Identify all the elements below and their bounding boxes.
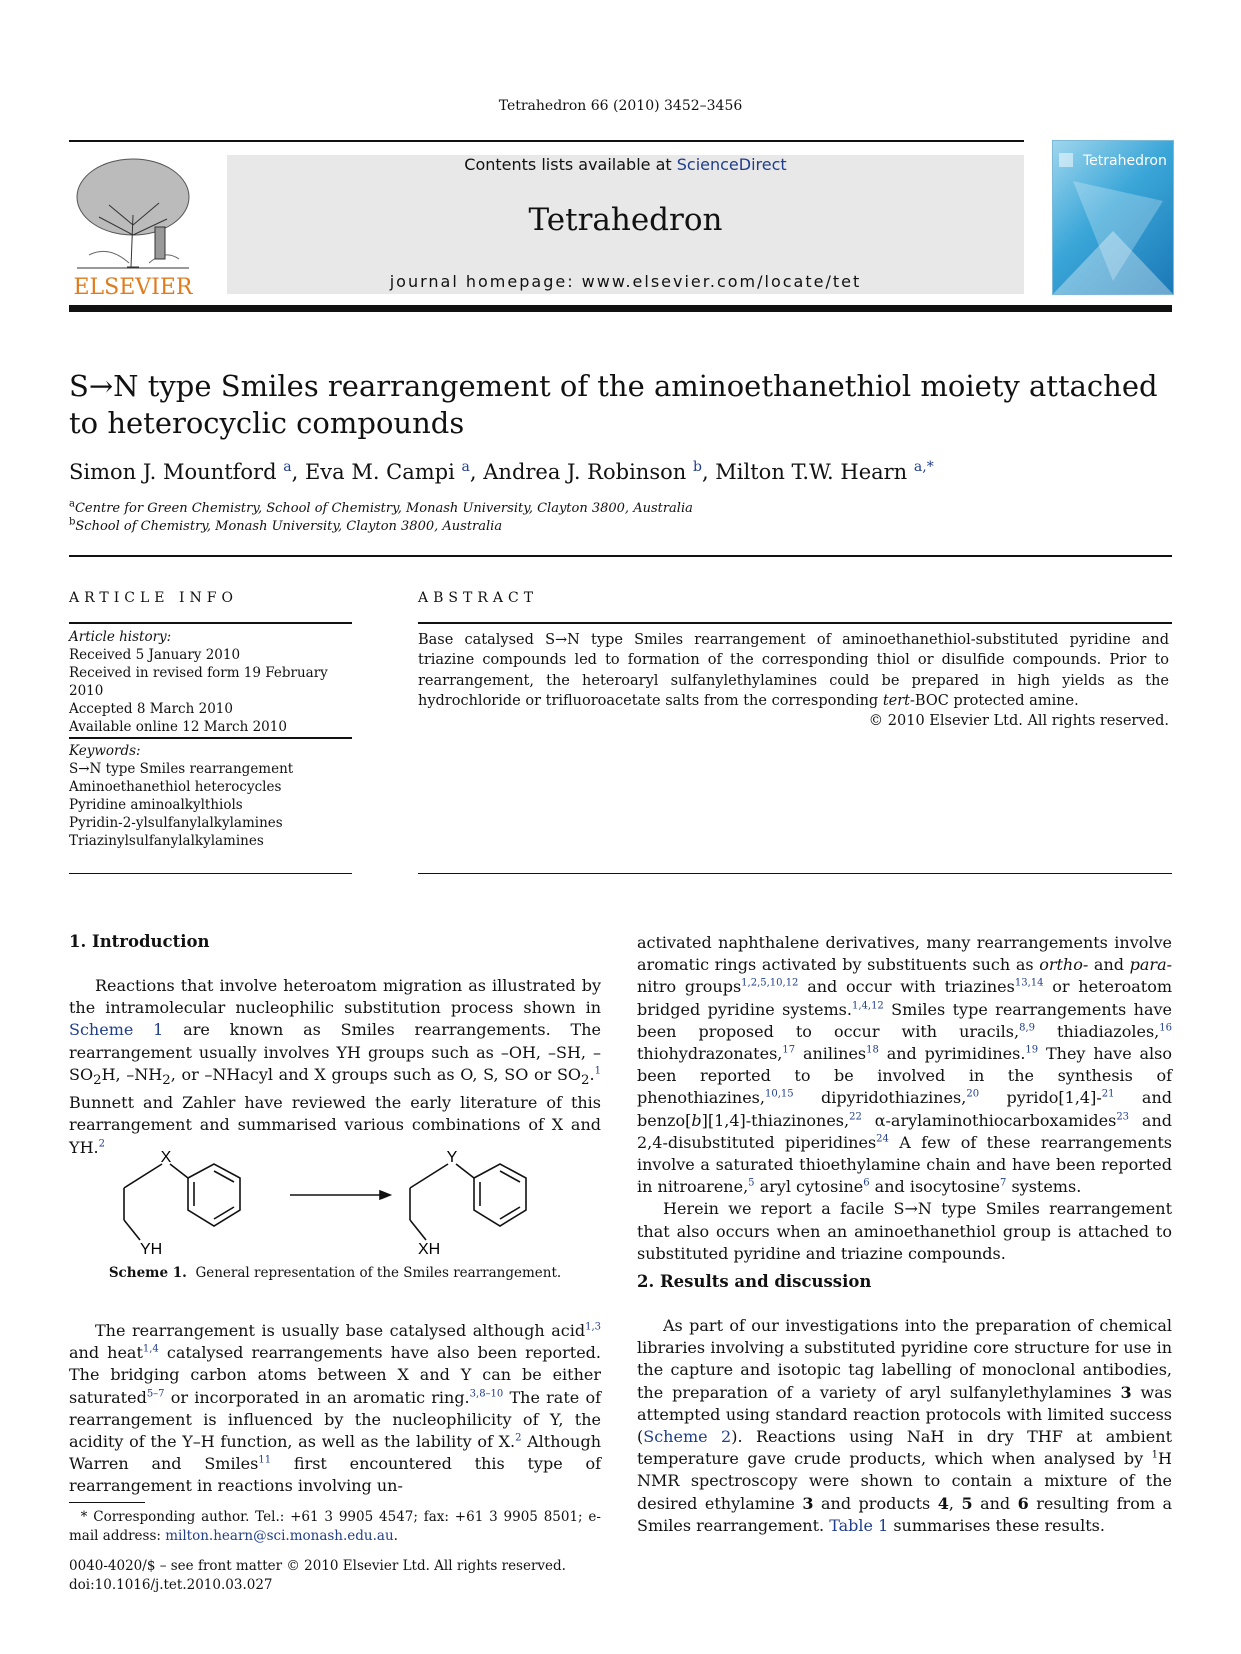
introduction-para-3: activated naphthalene derivatives, many rearrangements involve aromatic rings activated by substituents such as ortho- and para-nitro groups$^{1,2,5,10,12}$ and occur with triazines$^{13,14}$ or heteroatom bridged pyridine systems.$^{1,4,12}$ Smiles type rearrangements have been proposed to occur with uracils,$^{8,9}$ thiadiazoles,$^{16}$ thiohydrazonates,$^{17}$ anilines$^{18}$ and pyrimidines.$^{19}$ They have also been reported to be involved in the synthesis of phenothiazines,$^{10,15}$ dipyridothiazines,$^{20}$ pyrido[1,4]-$^{21}$ and benzo[b][1,4]-thiazinones,$^{22}$ α-arylaminothiocarboxamides$^{23}$ and 2,4-disubstituted piperidines$^{24}$ A few of these rearrangements involve a saturated thioethylamine chain and have been reported in nitroarene,$^5$ aryl cytosine$^6$ and isocytosine$^7$ systems. Herein we report a facile S→N type Smiles rearrangement that also occurs when an aminoethanethiol group is attached to substituted pyridine and triazine compounds. [637,933,1173,1263]
footnote-rule [69,1502,145,1503]
article-info-rule [69,622,352,624]
author-email-link[interactable]: milton.hearn@sci.monash.edu.au [165,1528,394,1544]
scheme-1-link[interactable]: Scheme 1 [69,1020,164,1040]
keyword-item: Aminoethanethiol heterocycles [69,779,282,795]
keyword-item: S→N type Smiles rearrangement [69,761,294,777]
sciencedirect-link[interactable]: ScienceDirect [676,155,787,174]
scheme-label-y: Y [446,1149,458,1166]
scheme-label-yh: YH [140,1241,163,1258]
issn-line: 0040-4020/$ – see front matter © 2010 Elsevier Ltd. All rights reserved. [69,1558,566,1574]
affiliation-a: $^a$Centre for Green Chemistry, School of Chemistry, Monash University, Clayton 3800, Australia [69,498,693,516]
journal-banner [227,155,1024,294]
scheme-1-figure [110,1148,570,1258]
abstract-rule [418,622,1172,624]
author-affiliation-mark[interactable]: b [692,459,702,475]
running-head: Tetrahedron 66 (2010) 3452–3456 [498,98,743,114]
history-item: Accepted 8 March 2010 [69,701,233,717]
article-info-heading: ARTICLE INFO [69,590,238,606]
introduction-para-2: The rearrangement is usually base catalysed although acid$^{1,3}$ and heat$^{1,4}$ catalysed rearrangements have also been reported. The bridging carbon atoms between X and Y can be either saturated$^{5-7}$ or incorporated in an aromatic ring.$^{3,8-10}$ The rate of rearrangement is influenced by the nucleophilicity of Y, the acidity of the Y–H function, as well as the lability of X.$^2$ Although Warren and Smiles$^{11}$ first encountered this type of rearrangement in reactions involving un- [69,1321,602,1496]
section-heading-results: 2. Results and discussion [637,1272,872,1291]
introduction-para-1: Reactions that involve heteroatom migration as illustrated by the intramolecular nucleophilic substitution process shown in Scheme 1 are known as Smiles rearrangements. The rearrangement usually involves YH groups such as –OH, –SH, $-SO_2H$, $-NH_2$, or –NHacyl and X groups such as O, S, SO or $SO_2.^1$ Bunnett and Zahler have reviewed the early literature of this rearrangement and summarised various combinations of X and YH.$^2$ [69,976,601,1157]
corresponding-author-footnote: * Corresponding author. Tel.: +61 3 9905 4547; fax: +61 3 9905 8501; e-mail address: milton.hearn@sci.monash.edu.au. [69,1509,601,1544]
cover-pattern-icon [1053,141,1173,294]
cover-title: Tetrahedron [1083,153,1167,169]
elsevier-tree-icon [69,155,197,273]
table-1-link[interactable]: Table 1 [829,1515,889,1535]
author-affiliation-mark[interactable]: a,* [913,459,934,475]
elsevier-logo [69,155,197,300]
history-item: Received 5 January 2010 [69,647,241,663]
author-list: Simon J. Mountford $^a$, Eva M. Campi $^a$, Andrea J. Robinson $^b$, Milton T.W. Hearn $^{a,*}$ [69,459,934,484]
keyword-item: Pyridine aminoalkylthiols [69,797,243,813]
header-bottom-rule [69,305,1172,312]
contents-line: Contents lists available at ScienceDirect [464,155,787,174]
smiles-rearrangement-scheme [110,1148,570,1258]
history-item: Received in revised form 19 February 2010 [69,665,328,699]
keyword-item: Pyridin-2-ylsulfanylalkylamines [69,815,283,831]
author-affiliation-mark[interactable]: a [283,459,292,475]
scheme-2-link[interactable]: Scheme 2 [643,1427,732,1447]
abstract-copyright: © 2010 Elsevier Ltd. All rights reserved. [868,713,1169,730]
scheme-1-caption: Scheme 1. General representation of the Smiles rearrangement. [108,1265,562,1281]
abstract-text: Base catalysed S→N type Smiles rearrangement of aminoethanethiol-substituted pyridine and triazine compounds led to formation of the corresponding thiol or disulfide compounds. Prior to rearrangement, the heteroaryl sulfanylethylamines could be prepared in high yields as the hydrochloride or trifluoroacetate salts from the corresponding tert-BOC protected amine. © 2010 Elsevier Ltd. All rights reserved. [418,630,1169,731]
affiliation-b: $^b$School of Chemistry, Monash University, Clayton 3800, Australia [69,516,503,534]
scheme-label-xh: XH [418,1241,441,1258]
article-history: Article history: Received 5 January 2010 Received in revised form 19 February 2010 Accepted 8 March 2010 Available online 12 March 2010 [69,628,352,736]
doi-link[interactable]: doi:10.1016/j.tet.2010.03.027 [69,1577,273,1593]
journal-title: Tetrahedron [528,202,723,238]
journal-homepage-link[interactable]: journal homepage: www.elsevier.com/locate/tet [389,272,862,291]
header-top-rule [69,140,1024,142]
history-item: Available online 12 March 2010 [69,719,287,735]
article-title: S→N type Smiles rearrangement of the aminoethanethiol moiety attached to heterocyclic compounds [69,369,1158,440]
author-name: Simon J. Mountford [69,460,277,484]
section-heading-introduction: 1. Introduction [69,932,210,951]
journal-cover [1052,140,1174,295]
keyword-item: Triazinylsulfanylalkylamines [69,833,264,849]
author-name: Eva M. Campi [304,460,455,484]
title-block-rule [69,555,1172,557]
abstract-heading: ABSTRACT [418,590,539,606]
author-affiliation-mark[interactable]: a [461,459,470,475]
scheme-label-x: X [160,1149,172,1166]
author-name: Andrea J. Robinson [483,460,687,484]
keywords-rule [69,737,352,739]
article-info-bottom-rule [69,873,352,874]
results-para-1: As part of our investigations into the preparation of chemical libraries involving a substituted pyridine core structure for use in the capture and isotopic tag labelling of monoclonal antibodies, the preparation of a variety of aryl sulfanylethylamines 3 was attempted using standard reaction protocols with limited success (Scheme 2). Reactions using NaH in dry THF at ambient temperature gave crude products, which when analysed by $^1$H NMR spectroscopy were shown to contain a mixture of the desired ethylamine 3 and products 4, 5 and 6 resulting from a Smiles rearrangement. Table 1 summarises these results. [637,1316,1173,1535]
author-name: Milton T.W. Hearn [715,460,908,484]
publisher-wordmark: ELSEVIER [73,275,193,300]
keywords: Keywords: S→N type Smiles rearrangement Aminoethanethiol heterocycles Pyridine aminoalkylthiols Pyridin-2-ylsulfanylalkylamines Triazinylsulfanylalkylamines [69,742,352,850]
abstract-bottom-rule [418,873,1172,874]
